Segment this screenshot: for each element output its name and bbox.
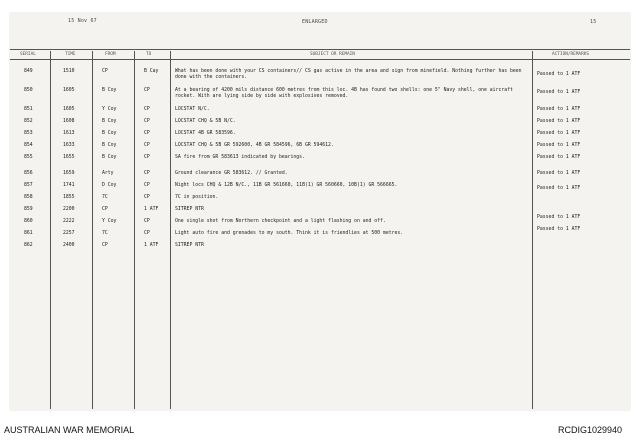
row-time: 1659 (63, 171, 75, 176)
column-header-to: TO (146, 52, 152, 57)
log-row (10, 227, 630, 243)
row-event: Night locs CHQ & 12B N/C., 11B GR 561660, 11B(1) GR 560660, 10B(1) GR 566665. (175, 183, 398, 188)
row-serial: 854 (24, 143, 33, 148)
log-row (10, 243, 630, 255)
row-from: Y Coy (102, 107, 117, 112)
log-row (10, 195, 630, 207)
row-to: 1 ATF (144, 207, 159, 212)
row-remark: Passed to 1 ATF (537, 107, 581, 112)
row-serial: 858 (24, 195, 33, 200)
row-remark: Passed to 1 ATF (537, 155, 581, 160)
row-event: LOCSTAT CHQ & 5B GR 592600, 4B GR 584596, 6B GR 594612. (175, 143, 334, 148)
row-to: CP (144, 119, 150, 124)
row-time: 2400 (63, 243, 75, 248)
row-to: CP (144, 183, 150, 188)
row-serial: 851 (24, 107, 33, 112)
row-from: Arty (102, 171, 114, 176)
row-remark: Passed to 1 ATF (537, 90, 581, 95)
column-header-subject: SUBJECT OR REMAIN (310, 52, 355, 57)
row-remark: Passed to 1 ATF (537, 227, 581, 232)
column-header-serial: SERIAL (20, 52, 36, 57)
log-sheet (10, 13, 630, 410)
row-remark: Passed to 1 ATF (537, 119, 581, 124)
row-time: 1510 (63, 69, 75, 74)
row-serial: 852 (24, 119, 33, 124)
row-remark: Passed to 1 ATF (537, 72, 581, 77)
row-from: B Coy (102, 88, 117, 93)
log-row (10, 88, 630, 100)
row-event: SITREP NTR (175, 243, 204, 248)
row-event: At a bearing of 4200 mils distance 600 metres from this loc. 4B has found two shells: one 5" Navy shell, one aircraft rocket. With are lying side by side with explosives removed. (175, 88, 513, 99)
row-from: B Coy (102, 155, 117, 160)
row-to: 1 ATF (144, 243, 159, 248)
row-event: What has been done with your CS containers// CS gas active in the area and sign from minefield. Nothing further has been done with the containers. (175, 69, 522, 80)
row-serial: 859 (24, 207, 33, 212)
row-from: B Coy (102, 143, 117, 148)
row-to: CP (144, 219, 150, 224)
row-to: CP (144, 155, 150, 160)
row-from: B Coy (102, 131, 117, 136)
row-time: 1605 (63, 107, 75, 112)
row-to: CP (144, 88, 150, 93)
row-time: 1741 (63, 183, 75, 188)
row-time: 2257 (63, 231, 75, 236)
row-from: CP (102, 207, 108, 212)
sheet-page-number: 15 (590, 19, 597, 25)
row-time: 2200 (63, 207, 75, 212)
header-bottom-rule (10, 59, 630, 60)
log-row (10, 171, 630, 183)
log-row (10, 143, 630, 155)
row-from: CP (102, 69, 108, 74)
row-from: B Coy (102, 119, 117, 124)
column-header-time: TIME (65, 52, 76, 57)
row-time: 1605 (63, 88, 75, 93)
row-remark: Passed to 1 ATF (537, 171, 581, 176)
column-header-action: ACTION/REMARKS (552, 52, 590, 57)
sheet-date: 15 Nov 67 (68, 18, 97, 24)
row-serial: 857 (24, 183, 33, 188)
footer-record-id: RCDIG1029940 (558, 425, 623, 435)
row-serial: 850 (24, 88, 33, 93)
row-remark: Passed to 1 ATF (537, 131, 581, 136)
row-to: B Cay (144, 69, 159, 74)
header-top-rule (10, 49, 630, 50)
row-event: Light auto fire and grenades to my south. Think it is friendlies at 500 metres. (175, 231, 404, 236)
row-time: 1633 (63, 143, 75, 148)
row-to: CP (144, 231, 150, 236)
row-time: 1608 (63, 119, 75, 124)
row-serial: 855 (24, 155, 33, 160)
row-to: CP (144, 107, 150, 112)
row-from: D Coy (102, 183, 117, 188)
log-row (10, 155, 630, 167)
row-from: Y Coy (102, 219, 117, 224)
row-event: SITREP NTR (175, 207, 204, 212)
row-time: 1855 (63, 195, 75, 200)
footer-archive-name: AUSTRALIAN WAR MEMORIAL (4, 425, 135, 435)
log-row (10, 183, 630, 195)
row-time: 2222 (63, 219, 75, 224)
row-from: 7C (102, 231, 108, 236)
row-event: LOCSTAT N/C. (175, 107, 210, 112)
row-to: CP (144, 195, 150, 200)
row-time: 1613 (63, 131, 75, 136)
row-to: CP (144, 171, 150, 176)
log-row (10, 119, 630, 131)
row-event: LOCSTAT CHQ & 5B N/C. (175, 119, 236, 124)
row-event: LOCSTAT 4B GR 583596. (175, 131, 236, 136)
row-serial: 862 (24, 243, 33, 248)
row-serial: 860 (24, 219, 33, 224)
row-from: CP (102, 243, 108, 248)
row-remark: Passed to 1 ATF (537, 215, 581, 220)
log-row (10, 107, 630, 119)
row-from: 7C (102, 195, 108, 200)
row-time: 1655 (63, 155, 75, 160)
row-event: 7C in position. (175, 195, 219, 200)
row-serial: 861 (24, 231, 33, 236)
log-row (10, 69, 630, 81)
row-remark: Passed to 1 ATF (537, 143, 581, 148)
row-to: CP (144, 131, 150, 136)
row-event: Ground clearance GR 583612. // Granted. (175, 171, 288, 176)
column-header-from: FROM (105, 52, 116, 57)
row-remark: Passed to 1 ATF (537, 186, 581, 191)
row-serial: 853 (24, 131, 33, 136)
row-serial: 856 (24, 171, 33, 176)
log-row (10, 131, 630, 143)
row-event: One single shot from Northern checkpoint and a light flashing on and off. (175, 219, 386, 224)
row-serial: 849 (24, 69, 33, 74)
row-event: SA fire from GR 583613 indicated by bearings. (175, 155, 305, 160)
row-to: CP (144, 143, 150, 148)
sheet-title: ENLARGED (302, 19, 328, 25)
